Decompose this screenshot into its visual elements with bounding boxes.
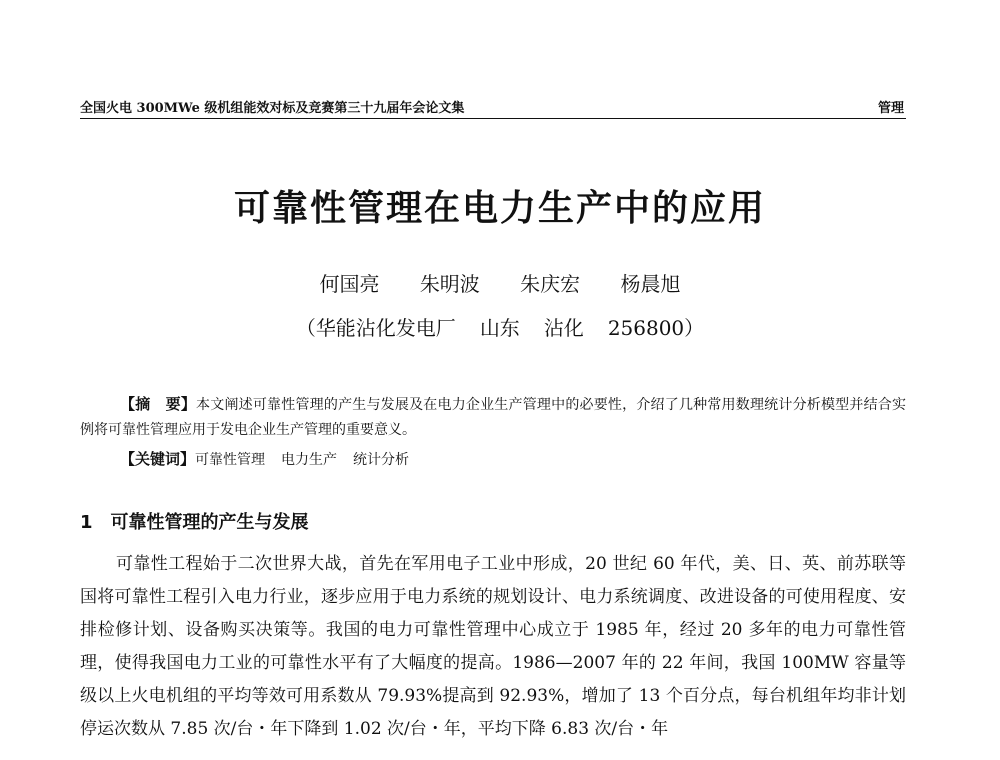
affiliation-organization: 华能沾化发电厂 xyxy=(315,316,456,340)
affiliation-close-paren: ） xyxy=(684,316,705,340)
author-name: 杨晨旭 xyxy=(620,272,681,296)
header-rule xyxy=(80,118,906,119)
author-name: 何国亮 xyxy=(319,272,380,296)
running-header-proceedings-title: 全国火电 300MWe 级机组能效对标及竞赛第三十九届年会论文集 xyxy=(80,101,465,116)
affiliation-province: 山东 xyxy=(479,316,520,340)
keywords xyxy=(120,448,906,469)
body-paragraph: 可靠性工程始于二次世界大战，首先在军用电子工业中形成，20 世纪 60 年代，美、日、英、前苏联等国将可靠性工程引入电力行业，逐步应用于电力系统的规划设计、电力系统调度、改进设备的可使用程度、安排检修计划、设备购买决策等。我国的电力可靠性管理中心成立于 1985 年，经过 20 多年的电力可靠性管理，使得我国电力工业的可靠性水平有了大幅度的提高。1986—2007 年的 22 年间，我国 100MW 容量等级以上火电机组的平均等效可用系数从 79.93%提高到 92.93%，增加了 13 个百分点，每台机组年均非计划停运次数从 7.85 次/台・年下降到 1.02 次/台・年，平均下降 6.83 次/台・年 xyxy=(80,554,906,739)
section-heading xyxy=(80,508,309,534)
section-title: 可靠性管理的产生与发展 xyxy=(110,512,309,533)
abstract-label: 【摘 要】 xyxy=(120,395,197,413)
keywords-label: 【关键词】 xyxy=(120,450,196,468)
paper-title: 可靠性管理在电力生产中的应用 xyxy=(233,188,766,229)
section-number: 1 xyxy=(80,512,93,533)
affiliation-open-paren: （ xyxy=(295,316,316,340)
affiliation-city: 沾化 xyxy=(543,316,584,340)
author-name: 朱庆宏 xyxy=(520,272,581,296)
keyword-item: 电力生产 xyxy=(281,452,338,468)
running-header-section: 管理 xyxy=(877,101,904,116)
author-list xyxy=(0,268,1000,297)
keyword-item: 可靠性管理 xyxy=(195,452,266,468)
running-header xyxy=(80,95,906,117)
abstract xyxy=(80,392,906,443)
author-affiliation xyxy=(0,312,1000,341)
abstract-text: 本文阐述可靠性管理的产生与发展及在电力企业生产管理中的必要性，介绍了几种常用数理统计分析模型并结合实例将可靠性管理应用于发电企业生产管理的重要意义。 xyxy=(80,397,906,438)
author-name: 朱明波 xyxy=(419,272,480,296)
keyword-item: 统计分析 xyxy=(353,452,410,468)
affiliation-postcode: 256800 xyxy=(607,316,685,340)
